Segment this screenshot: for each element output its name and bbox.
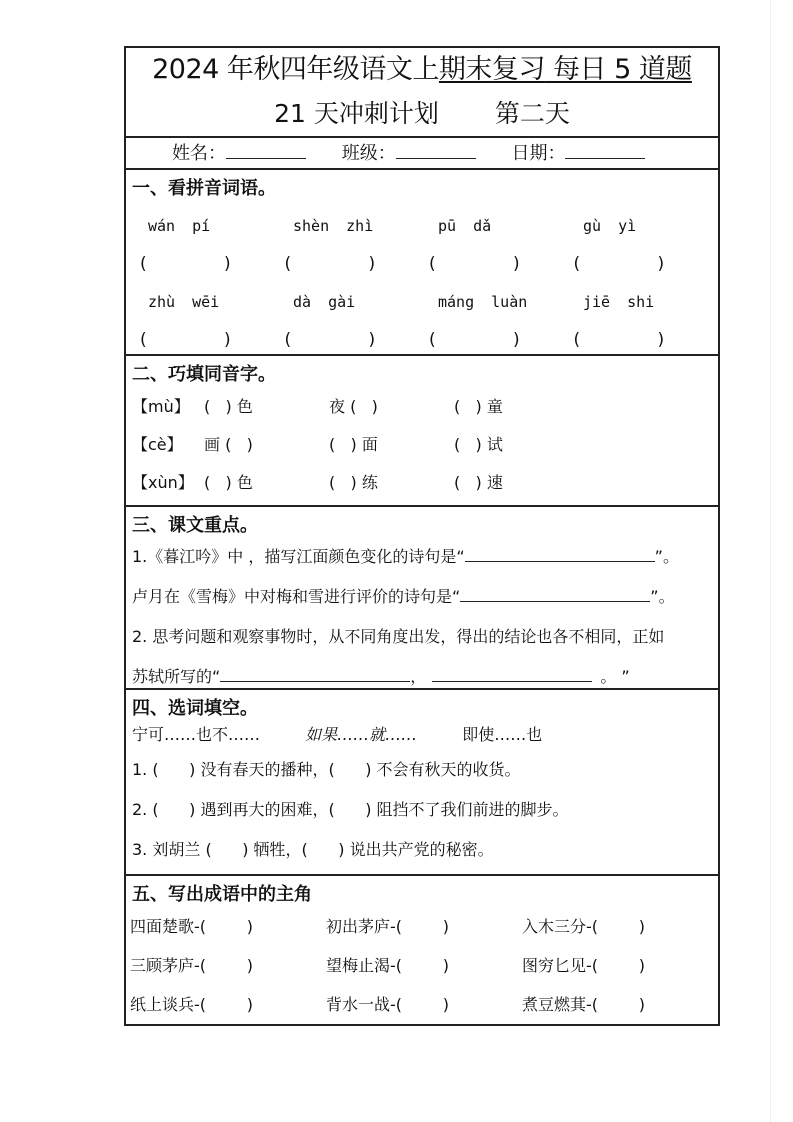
answer-blank[interactable]: ( ) xyxy=(284,254,376,274)
section-homophones xyxy=(126,356,718,507)
homophone-blank[interactable]: ( ) 速 xyxy=(454,472,503,492)
subtitle-plan: 21 天冲刺计划 xyxy=(274,99,439,128)
idiom-item[interactable]: 纸上谈兵-( ) xyxy=(130,995,253,1014)
section-idioms xyxy=(126,876,718,1024)
date-label: 日期： xyxy=(511,143,566,164)
class-field[interactable] xyxy=(396,140,476,159)
section-key-points xyxy=(126,507,718,690)
title-part1: 2024 年秋四年级语文上 xyxy=(152,54,439,85)
name-label: 姓名： xyxy=(172,143,226,164)
title-part3: 每日 5 道题 xyxy=(544,54,692,85)
worksheet xyxy=(124,46,720,1026)
section-fill-words xyxy=(126,690,718,876)
answer-line[interactable] xyxy=(465,545,655,562)
word-options xyxy=(126,720,718,750)
answer-blank[interactable]: ( ) xyxy=(573,254,665,274)
homophone-blank[interactable]: ( ) 色 xyxy=(204,472,253,492)
pinyin-key: 【cè】 xyxy=(132,434,183,454)
idiom-item[interactable]: 入木三分-( ) xyxy=(522,917,645,936)
date-field[interactable] xyxy=(565,140,645,159)
idiom-row xyxy=(126,906,718,945)
homophone-row xyxy=(126,424,718,462)
answer-line[interactable] xyxy=(432,665,592,682)
pinyin-item: pū dǎ xyxy=(438,217,492,235)
homophone-blank[interactable]: ( ) 练 xyxy=(329,472,378,492)
idiom-item[interactable]: 煮豆燃萁-( ) xyxy=(522,995,645,1014)
homophone-row xyxy=(126,462,718,500)
section-pinyin xyxy=(126,170,718,356)
section-title: 一、看拼音词语。 xyxy=(132,178,276,199)
homophone-blank[interactable]: 画 ( ) xyxy=(204,434,253,454)
option: 即使……也 xyxy=(462,725,543,744)
option: 宁可……也不…… xyxy=(132,725,261,744)
pinyin-item: dà gài xyxy=(293,293,356,311)
pinyin-row xyxy=(126,284,718,320)
pinyin-item: jiē shi xyxy=(583,293,655,311)
pinyin-row xyxy=(126,208,718,244)
pinyin-item: máng luàn xyxy=(438,293,528,311)
homophone-row xyxy=(126,386,718,424)
answer-blank[interactable]: ( ) xyxy=(284,330,376,350)
title-part2: 期末复习 xyxy=(438,54,545,85)
question-1b: 卢月在《雪梅》中对梅和雪进行评价的诗句是“ ”。 xyxy=(132,587,675,606)
fill-question[interactable]: 3. 刘胡兰 ( ) 牺牲，( ) 说出共产党的秘密。 xyxy=(132,840,494,859)
fill-question[interactable]: 2. ( ) 遇到再大的困难，( ) 阻挡不了我们前进的脚步。 xyxy=(132,800,569,819)
answer-row xyxy=(126,320,718,360)
homophone-blank[interactable]: 夜 ( ) xyxy=(329,396,378,416)
section-title: 四、选词填空。 xyxy=(132,698,258,719)
worksheet-title xyxy=(126,48,718,92)
idiom-item[interactable]: 望梅止渴-( ) xyxy=(326,956,449,975)
idiom-item[interactable]: 四面楚歌-( ) xyxy=(130,917,253,936)
subtitle-day: 第二天 xyxy=(494,99,570,128)
homophone-blank[interactable]: ( ) 童 xyxy=(454,396,503,416)
option: 如果……就…… xyxy=(305,725,418,744)
name-field[interactable] xyxy=(226,140,306,159)
homophone-blank[interactable]: ( ) 试 xyxy=(454,434,503,454)
question-2: 2. 思考问题和观察事物时，从不同角度出发，得出的结论也各不相同，正如 xyxy=(132,627,665,646)
answer-line[interactable] xyxy=(460,585,650,602)
section-title: 五、写出成语中的主角 xyxy=(132,884,312,905)
idiom-item[interactable]: 三顾茅庐-( ) xyxy=(130,956,253,975)
homophone-blank[interactable]: ( ) 面 xyxy=(329,434,378,454)
worksheet-subtitle xyxy=(126,92,718,138)
pinyin-item: gù yì xyxy=(583,217,637,235)
pinyin-item: zhù wēi xyxy=(148,293,220,311)
pinyin-key: 【xùn】 xyxy=(132,472,194,492)
answer-blank[interactable]: ( ) xyxy=(429,330,520,350)
answer-row xyxy=(126,244,718,284)
section-title: 二、巧填同音字。 xyxy=(132,364,276,385)
section-title: 三、课文重点。 xyxy=(132,515,258,536)
pinyin-item: wán pí xyxy=(148,217,211,235)
idiom-item[interactable]: 背水一战-( ) xyxy=(326,995,449,1014)
page-edge xyxy=(770,0,771,1122)
fill-question[interactable]: 1. ( ) 没有春天的播种，( ) 不会有秋天的收货。 xyxy=(132,760,521,779)
idiom-item[interactable]: 图穷匕见-( ) xyxy=(522,956,645,975)
idiom-row xyxy=(126,945,718,984)
student-info xyxy=(126,138,718,170)
class-label: 班级： xyxy=(341,143,396,164)
question-2-answer: 苏轼所写的“ ， 。 ” xyxy=(132,667,630,686)
idiom-row xyxy=(126,984,718,1023)
answer-blank[interactable]: ( ) xyxy=(140,330,231,350)
pinyin-item: shèn zhì xyxy=(293,217,374,235)
answer-blank[interactable]: ( ) xyxy=(140,254,231,274)
answer-blank[interactable]: ( ) xyxy=(429,254,520,274)
idiom-item[interactable]: 初出茅庐-( ) xyxy=(326,917,449,936)
question-1a: 1.《暮江吟》中 ，描写江面颜色变化的诗句是“ ”。 xyxy=(132,547,679,566)
answer-line[interactable] xyxy=(220,665,410,682)
answer-blank[interactable]: ( ) xyxy=(573,330,665,350)
homophone-blank[interactable]: ( ) 色 xyxy=(204,396,253,416)
pinyin-key: 【mù】 xyxy=(132,396,190,416)
